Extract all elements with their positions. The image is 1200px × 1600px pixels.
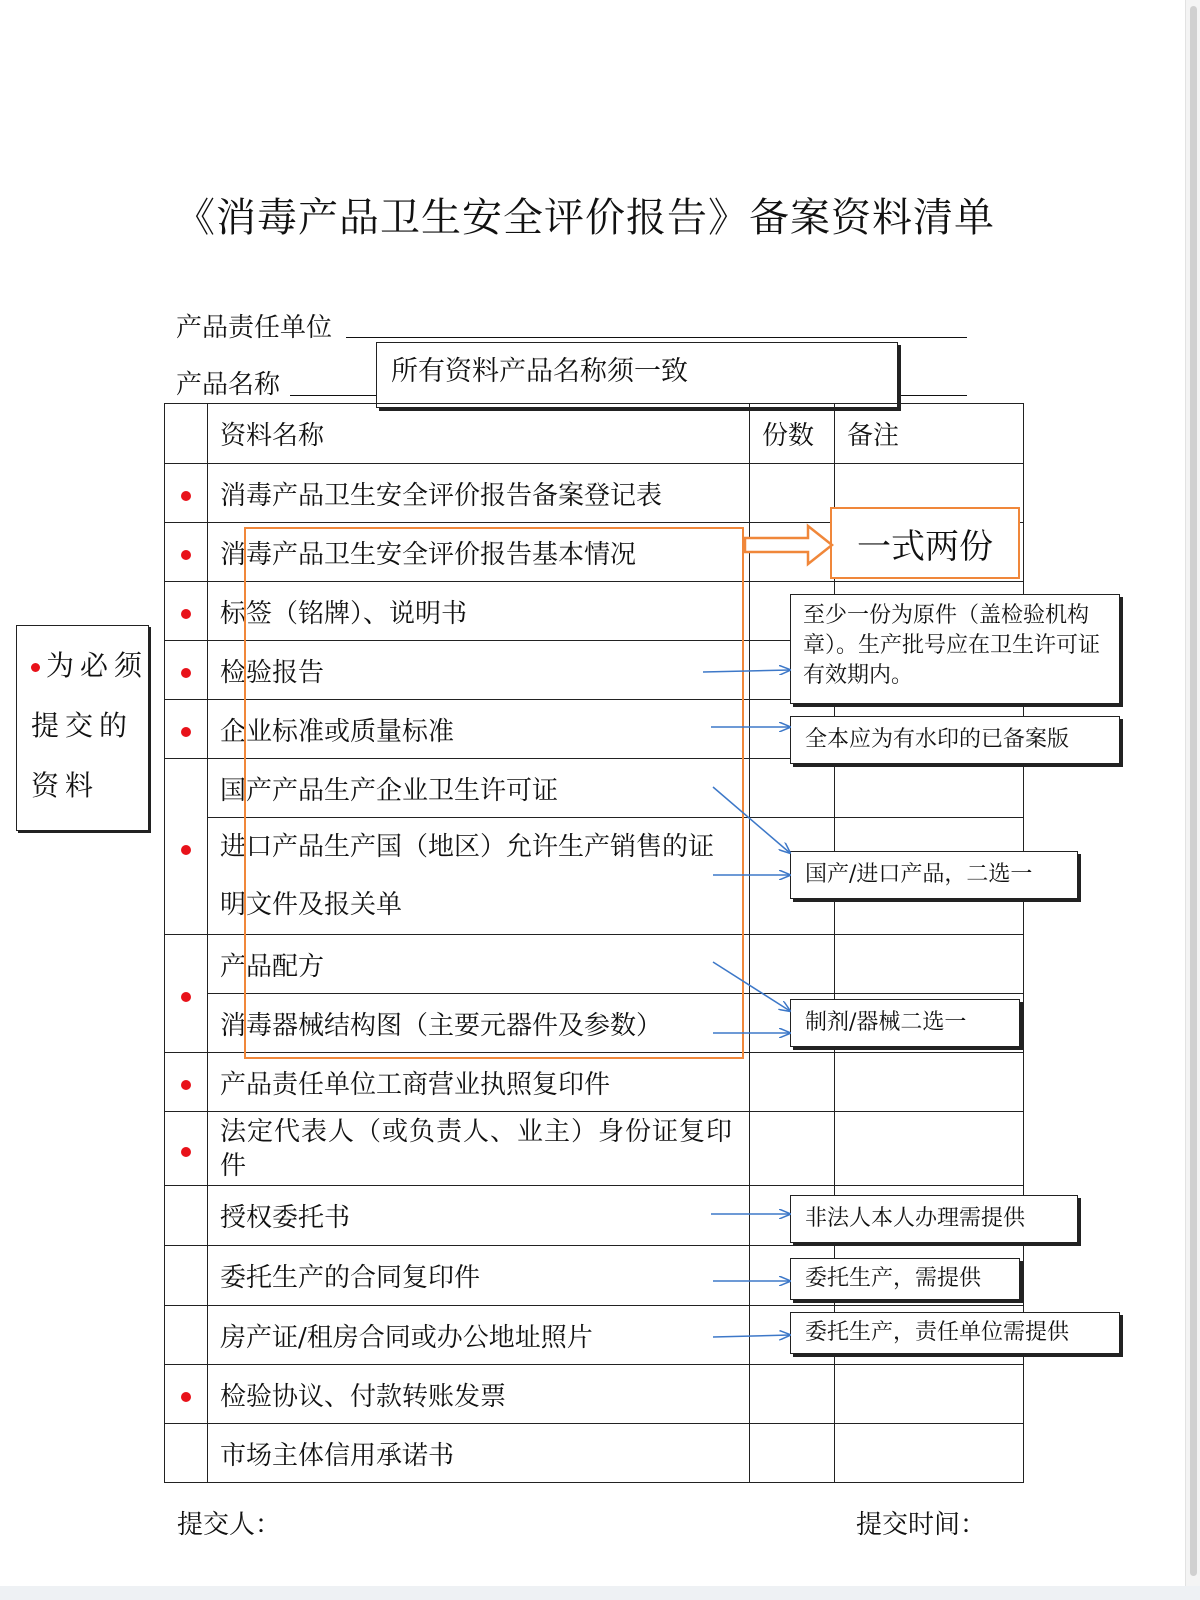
product-name-note-text: 所有资料产品名称须一致 [391, 356, 688, 387]
submit-time-label: 提交时间： [856, 1510, 987, 1540]
row-name-alt: 进口产品生产国（地区）允许生产销售的证明文件及报关单 [208, 818, 750, 935]
entrusted-note-text: 委托生产，需提供 [805, 1266, 982, 1291]
entrusted-unit-note-text: 委托生产，责任单位需提供 [805, 1320, 1070, 1345]
non-legal-note-text: 非法人本人办理需提供 [805, 1206, 1026, 1231]
required-legend-text: 为必须提交的资料 [31, 649, 149, 802]
row-name: 房产证/租房合同或办公地址照片 [208, 1306, 750, 1365]
row-name: 检验协议、付款转账发票 [208, 1365, 750, 1424]
row-name: 国产产品生产企业卫生许可证 [208, 759, 750, 818]
row-name: 消毒产品卫生安全评价报告基本情况 [208, 523, 750, 582]
arrow-formula [713, 962, 790, 1011]
row-name: 产品配方 [208, 935, 750, 994]
header-name: 资料名称 [208, 404, 750, 464]
submitter-label: 提交人： [177, 1510, 282, 1540]
row-name: 企业标准或质量标准 [208, 700, 750, 759]
copies-callout-text: 一式两份 [857, 526, 993, 567]
product-name-label: 产品名称 [176, 370, 281, 400]
row-name: 市场主体信用承诺书 [208, 1424, 750, 1483]
row-name: 授权委托书 [208, 1186, 750, 1246]
header-remark: 备注 [835, 404, 1024, 464]
row-name: 产品责任单位工商营业执照复印件 [208, 1053, 750, 1112]
row-name-alt: 消毒器械结构图（主要元器件及参数） [208, 994, 750, 1053]
vertical-scrollbar[interactable] [1185, 0, 1200, 1586]
row-name: 标签（铭牌）、说明书 [208, 582, 750, 641]
arrow-license [713, 787, 790, 853]
row-name: 检验报告 [208, 641, 750, 700]
formula-device-note-text: 制剂/器械二选一 [805, 1010, 967, 1035]
original-copy-note-text: 至少一份为原件（盖检验机构章）。生产批号应在卫生许可证有效期内。 [803, 603, 1101, 688]
watermark-note-text: 全本应为有水印的已备案版 [805, 727, 1070, 752]
row-name: 法定代表人（或负责人、业主）身份证复印件 [208, 1112, 750, 1186]
responsible-unit-label: 产品责任单位 [176, 313, 333, 343]
domestic-import-note-text: 国产/进口产品，二选一 [805, 862, 1033, 887]
copies-block-arrow-icon [745, 526, 832, 564]
header-count: 份数 [750, 404, 835, 464]
row-name: 委托生产的合同复印件 [208, 1246, 750, 1306]
scrollbar-thumb[interactable] [1190, 6, 1197, 1576]
row-name: 消毒产品卫生安全评价报告备案登记表 [208, 464, 750, 523]
page-bottom-bar [0, 1586, 1200, 1600]
arrow-report [703, 670, 790, 672]
arrow-property [713, 1335, 790, 1337]
document-title: 《消毒产品卫生安全评价报告》备案资料清单 [175, 195, 995, 241]
